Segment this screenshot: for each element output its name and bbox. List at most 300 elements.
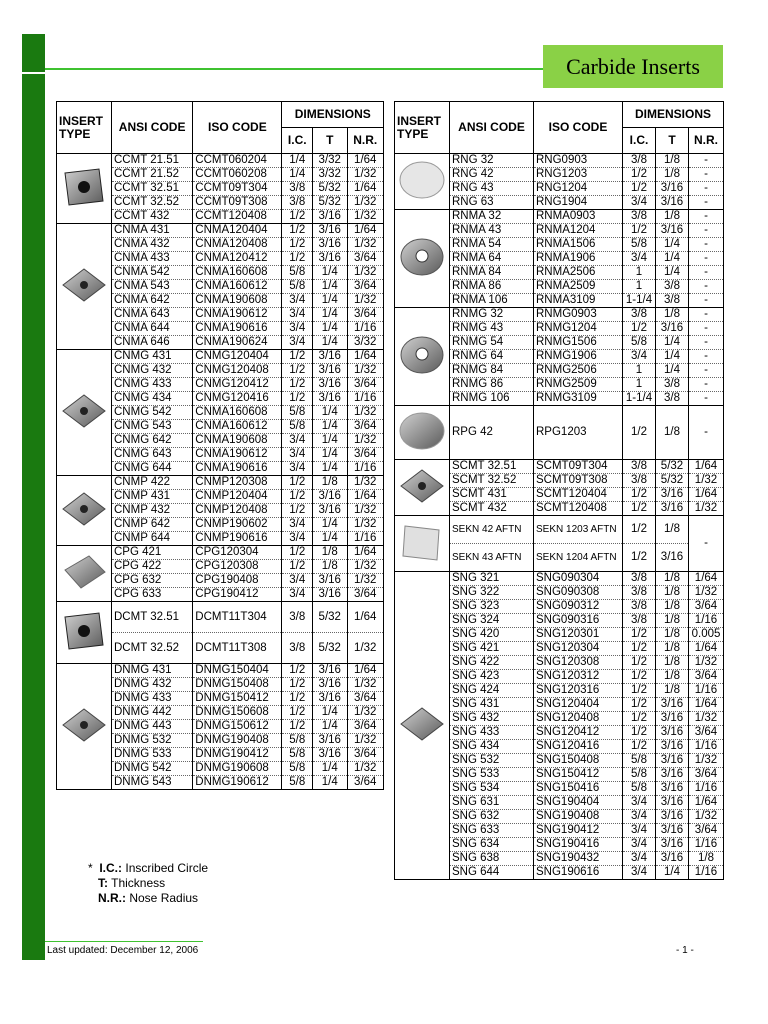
ic-cell: 3/8 [623, 474, 656, 488]
t-cell: 5/32 [656, 474, 689, 488]
nr-cell: 1/64 [689, 796, 724, 810]
ic-cell: 1 [623, 364, 656, 378]
ic-cell: 1/2 [623, 740, 656, 754]
legend [88, 861, 208, 906]
ic-cell: 3/4 [623, 196, 656, 210]
t-cell: 5/32 [313, 196, 348, 210]
ansi-code-cell: CNMG 643 [112, 448, 193, 462]
t-cell: 3/16 [313, 378, 348, 392]
ic-cell: 3/4 [623, 838, 656, 852]
ic-cell: 3/4 [623, 810, 656, 824]
iso-code-cell: CPG190412 [193, 588, 282, 602]
ic-cell: 5/8 [623, 754, 656, 768]
ic-cell: 1/2 [282, 692, 313, 706]
iso-code-cell: DNMG190608 [193, 762, 282, 776]
ansi-code-cell: CNMA 642 [112, 294, 193, 308]
t-cell: 3/16 [313, 692, 348, 706]
ansi-code-cell: SNG 638 [450, 852, 534, 866]
ansi-code-cell: SNG 424 [450, 684, 534, 698]
scmt-insert-image [395, 460, 450, 516]
iso-code-cell: CCMT060204 [193, 154, 282, 168]
ic-cell: 5/8 [282, 734, 313, 748]
t-cell: 1/4 [313, 462, 348, 476]
nr-cell: 3/64 [689, 726, 724, 740]
t-cell: 1/4 [313, 308, 348, 322]
ic-cell: 1/2 [623, 544, 656, 572]
nr-cell: 1/32 [689, 474, 724, 488]
t-cell: 1/4 [656, 238, 689, 252]
t-cell: 3/16 [313, 252, 348, 266]
iso-code-cell: SEKN 1204 AFTN [534, 544, 623, 572]
nr-cell: 1/64 [347, 546, 384, 560]
iso-code-cell: DNMG150404 [193, 664, 282, 678]
nr-cell: 3/64 [347, 420, 384, 434]
ic-cell: 5/8 [623, 336, 656, 350]
t-cell: 1/8 [656, 670, 689, 684]
t-cell: 3/8 [656, 294, 689, 308]
t-cell: 1/4 [313, 406, 348, 420]
ic-cell: 1/2 [282, 546, 313, 560]
header-dimensions: DIMENSIONS [282, 102, 384, 128]
ansi-code-cell: SNG 433 [450, 726, 534, 740]
iso-code-cell: SNG090308 [534, 586, 623, 600]
iso-code-cell: RNMA2506 [534, 266, 623, 280]
ic-cell: 1/2 [623, 670, 656, 684]
iso-code-cell: CNMA160608 [193, 406, 282, 420]
table-row [57, 154, 384, 168]
t-cell: 1/4 [313, 532, 348, 546]
ansi-code-cell: SNG 434 [450, 740, 534, 754]
nr-cell: 3/64 [347, 588, 384, 602]
t-cell: 1/4 [656, 866, 689, 880]
ic-cell: 3/4 [282, 294, 313, 308]
ic-cell: 1/2 [282, 350, 313, 364]
ansi-code-cell: CNMG 432 [112, 364, 193, 378]
iso-code-cell: RNMG1506 [534, 336, 623, 350]
ic-cell: 1/2 [282, 210, 313, 224]
nr-cell: - [689, 196, 724, 210]
t-cell: 1/8 [656, 572, 689, 586]
nr-cell: 3/64 [347, 720, 384, 734]
ansi-code-cell: RNMG 43 [450, 322, 534, 336]
ansi-code-cell: RNG 63 [450, 196, 534, 210]
ansi-code-cell: CCMT 21.52 [112, 168, 193, 182]
ansi-code-cell: SNG 534 [450, 782, 534, 796]
table-row [395, 572, 724, 586]
t-cell: 1/4 [313, 448, 348, 462]
ansi-code-cell: RNMG 54 [450, 336, 534, 350]
nr-cell: 3/64 [347, 748, 384, 762]
ic-cell: 3/4 [282, 448, 313, 462]
ic-cell: 1 [623, 280, 656, 294]
t-cell: 3/16 [313, 364, 348, 378]
nr-cell: 1/32 [689, 810, 724, 824]
iso-code-cell: CNMG120408 [193, 364, 282, 378]
t-cell: 3/16 [656, 796, 689, 810]
ic-cell: 1/2 [282, 252, 313, 266]
t-cell: 3/16 [656, 502, 689, 516]
ic-cell: 1/2 [623, 698, 656, 712]
ansi-code-cell: CNMP 432 [112, 504, 193, 518]
ansi-code-cell: RNMG 64 [450, 350, 534, 364]
iso-code-cell: RNMA0903 [534, 210, 623, 224]
iso-code-cell: CNMA160612 [193, 280, 282, 294]
t-cell: 3/16 [656, 224, 689, 238]
t-cell: 1/4 [313, 518, 348, 532]
t-cell: 5/32 [313, 633, 348, 664]
iso-code-cell: RNMA1506 [534, 238, 623, 252]
legend-ic-term: I.C.: [99, 861, 123, 875]
t-cell: 3/8 [656, 378, 689, 392]
t-cell: 1/8 [313, 560, 348, 574]
t-cell: 1/4 [313, 280, 348, 294]
t-cell: 1/8 [656, 516, 689, 544]
table-row [57, 350, 384, 364]
rpg-insert-image [395, 406, 450, 460]
t-cell: 1/4 [313, 762, 348, 776]
iso-code-cell: SNG150416 [534, 782, 623, 796]
iso-code-cell: CNMP120308 [193, 476, 282, 490]
ansi-code-cell: CNMA 543 [112, 280, 193, 294]
ansi-code-cell: SNG 321 [450, 572, 534, 586]
nr-cell: 1/64 [689, 488, 724, 502]
nr-cell: 1/32 [347, 762, 384, 776]
iso-code-cell: SNG090304 [534, 572, 623, 586]
nr-cell: 1/32 [347, 678, 384, 692]
ansi-code-cell: SNG 633 [450, 824, 534, 838]
nr-cell: 3/64 [347, 280, 384, 294]
t-cell: 3/16 [656, 824, 689, 838]
ansi-code-cell: SEKN 42 AFTN [450, 516, 534, 544]
iso-code-cell: CNMG120412 [193, 378, 282, 392]
iso-code-cell: SNG120316 [534, 684, 623, 698]
t-cell: 3/16 [656, 196, 689, 210]
nr-cell: 1/16 [347, 322, 384, 336]
iso-code-cell: RNG1904 [534, 196, 623, 210]
t-cell: 3/16 [313, 678, 348, 692]
ansi-code-cell: SNG 423 [450, 670, 534, 684]
iso-code-cell: DNMG190612 [193, 776, 282, 790]
t-cell: 1/4 [656, 266, 689, 280]
ansi-code-cell: CCMT 432 [112, 210, 193, 224]
inserts-table-right [394, 101, 724, 880]
cnma-insert-image [57, 224, 112, 350]
iso-code-cell: SCMT120404 [534, 488, 623, 502]
ic-cell: 3/4 [623, 866, 656, 880]
nr-cell: 1/32 [347, 210, 384, 224]
iso-code-cell: RNMG1204 [534, 322, 623, 336]
footer-rule [45, 941, 203, 942]
ansi-code-cell: CNMG 543 [112, 420, 193, 434]
iso-code-cell: RNMG3109 [534, 392, 623, 406]
nr-cell: - [689, 336, 724, 350]
nr-cell: - [689, 392, 724, 406]
ic-cell: 1-1/4 [623, 294, 656, 308]
t-cell: 3/16 [656, 838, 689, 852]
nr-cell: 1/32 [347, 518, 384, 532]
iso-code-cell: CNMA190612 [193, 448, 282, 462]
ic-cell: 5/8 [282, 406, 313, 420]
ansi-code-cell: SCMT 32.51 [450, 460, 534, 474]
ic-cell: 3/8 [623, 586, 656, 600]
nr-cell: - [689, 294, 724, 308]
side-bar-notch [22, 72, 45, 74]
nr-cell: 1/32 [347, 633, 384, 664]
t-cell: 3/16 [313, 574, 348, 588]
nr-cell: 1/32 [347, 266, 384, 280]
nr-cell: 1/32 [689, 712, 724, 726]
nr-cell: 1/32 [347, 504, 384, 518]
t-cell: 3/16 [313, 238, 348, 252]
ic-cell: 3/8 [282, 196, 313, 210]
ansi-code-cell: SNG 422 [450, 656, 534, 670]
legend-nr-def: Nose Radius [129, 891, 199, 905]
nr-cell: 1/16 [689, 782, 724, 796]
nr-cell: - [689, 266, 724, 280]
ic-cell: 5/8 [282, 266, 313, 280]
nr-cell: 1/64 [347, 182, 384, 196]
t-cell: 3/16 [656, 754, 689, 768]
iso-code-cell: CNMA120404 [193, 224, 282, 238]
nr-cell: 1/32 [347, 294, 384, 308]
ic-cell: 3/8 [623, 210, 656, 224]
iso-code-cell: SNG120312 [534, 670, 623, 684]
inserts-table-left [56, 101, 384, 790]
iso-code-cell: CNMA190616 [193, 322, 282, 336]
ansi-code-cell: SNG 432 [450, 712, 534, 726]
iso-code-cell: CNMA190624 [193, 336, 282, 350]
ansi-code-cell: CPG 632 [112, 574, 193, 588]
ic-cell: 3/4 [623, 824, 656, 838]
t-cell: 3/16 [313, 210, 348, 224]
iso-code-cell: RNG0903 [534, 154, 623, 168]
t-cell: 3/16 [656, 852, 689, 866]
nr-cell: 1/64 [347, 602, 384, 633]
iso-code-cell: CNMA160612 [193, 420, 282, 434]
table-row [395, 308, 724, 322]
ic-cell: 1/2 [623, 656, 656, 670]
nr-cell: - [689, 516, 724, 572]
t-cell: 3/32 [313, 168, 348, 182]
ic-cell: 5/8 [623, 782, 656, 796]
iso-code-cell: SNG190616 [534, 866, 623, 880]
ic-cell: 1/2 [623, 322, 656, 336]
ansi-code-cell: CNMA 431 [112, 224, 193, 238]
ic-cell: 3/4 [623, 350, 656, 364]
nr-cell: - [689, 224, 724, 238]
ic-cell: 3/4 [282, 518, 313, 532]
header-iso-code: ISO CODE [534, 102, 623, 154]
iso-code-cell: RNMG0903 [534, 308, 623, 322]
iso-code-cell: SNG120412 [534, 726, 623, 740]
ic-cell: 1/2 [623, 642, 656, 656]
ansi-code-cell: DNMG 432 [112, 678, 193, 692]
ansi-code-cell: CNMG 644 [112, 462, 193, 476]
ansi-code-cell: DNMG 543 [112, 776, 193, 790]
ansi-code-cell: CCMT 21.51 [112, 154, 193, 168]
iso-code-cell: SCMT120408 [534, 502, 623, 516]
iso-code-cell: SNG190408 [534, 810, 623, 824]
ansi-code-cell: CCMT 32.52 [112, 196, 193, 210]
nr-cell: 1/16 [689, 740, 724, 754]
ic-cell: 1/2 [282, 560, 313, 574]
ansi-code-cell: DNMG 433 [112, 692, 193, 706]
iso-code-cell: CNMA190608 [193, 434, 282, 448]
rnma-insert-image [395, 210, 450, 308]
ic-cell: 1/4 [282, 154, 313, 168]
header-ic: I.C. [623, 128, 656, 154]
ansi-code-cell: SCMT 432 [450, 502, 534, 516]
ic-cell: 5/8 [282, 420, 313, 434]
iso-code-cell: CNMP190602 [193, 518, 282, 532]
iso-code-cell: RNG1203 [534, 168, 623, 182]
nr-cell: - [689, 280, 724, 294]
ic-cell: 1/2 [623, 224, 656, 238]
ic-cell: 5/8 [282, 280, 313, 294]
ansi-code-cell: SNG 533 [450, 768, 534, 782]
iso-code-cell: DCMT11T308 [193, 633, 282, 664]
ansi-code-cell: SNG 431 [450, 698, 534, 712]
ansi-code-cell: CNMP 431 [112, 490, 193, 504]
nr-cell: 1/32 [689, 586, 724, 600]
last-updated: Last updated: December 12, 2006 [47, 945, 199, 956]
t-cell: 3/16 [313, 664, 348, 678]
ic-cell: 1/2 [282, 678, 313, 692]
t-cell: 3/16 [656, 810, 689, 824]
t-cell: 5/32 [313, 602, 348, 633]
table-row [395, 406, 724, 460]
ic-cell: 5/8 [282, 776, 313, 790]
ic-cell: 1/2 [282, 664, 313, 678]
ansi-code-cell: RNMA 43 [450, 224, 534, 238]
nr-cell: 3/64 [689, 670, 724, 684]
ic-cell: 1/2 [623, 182, 656, 196]
t-cell: 1/4 [313, 776, 348, 790]
dnmg-insert-image [57, 664, 112, 790]
iso-code-cell: CNMA190608 [193, 294, 282, 308]
nr-cell: 1/64 [689, 460, 724, 474]
iso-code-cell: CNMG120404 [193, 350, 282, 364]
ansi-code-cell: CNMG 542 [112, 406, 193, 420]
nr-cell: 0.005 [689, 628, 724, 642]
ic-cell: 1/2 [623, 628, 656, 642]
ansi-code-cell: CNMP 642 [112, 518, 193, 532]
page-number: - 1 - [676, 945, 694, 956]
t-cell: 1/8 [313, 546, 348, 560]
header-insert-type: INSERT TYPE [395, 102, 450, 154]
iso-code-cell: RNMG2509 [534, 378, 623, 392]
ic-cell: 1/2 [623, 168, 656, 182]
ansi-code-cell: RNG 32 [450, 154, 534, 168]
header-dimensions: DIMENSIONS [623, 102, 724, 128]
t-cell: 1/8 [656, 586, 689, 600]
nr-cell: 3/64 [347, 252, 384, 266]
iso-code-cell: SNG190416 [534, 838, 623, 852]
t-cell: 1/4 [313, 434, 348, 448]
ansi-code-cell: RNMG 86 [450, 378, 534, 392]
ic-cell: 5/8 [282, 748, 313, 762]
nr-cell: 3/64 [347, 448, 384, 462]
ansi-code-cell: RNMA 86 [450, 280, 534, 294]
iso-code-cell: SNG120408 [534, 712, 623, 726]
nr-cell: 1/32 [347, 364, 384, 378]
nr-cell: - [689, 364, 724, 378]
side-accent-bar [22, 34, 45, 960]
rng-insert-image [395, 154, 450, 210]
header-rule [45, 68, 545, 70]
nr-cell: - [689, 322, 724, 336]
cnmp-insert-image [57, 476, 112, 546]
ansi-code-cell: RNMA 64 [450, 252, 534, 266]
nr-cell: 1/64 [347, 490, 384, 504]
nr-cell: 1/64 [347, 350, 384, 364]
iso-code-cell: SCMT09T304 [534, 460, 623, 474]
t-cell: 3/16 [313, 350, 348, 364]
ic-cell: 5/8 [282, 762, 313, 776]
ic-cell: 3/4 [623, 252, 656, 266]
nr-cell: 1/64 [689, 642, 724, 656]
iso-code-cell: DNMG190408 [193, 734, 282, 748]
t-cell: 1/8 [656, 614, 689, 628]
nr-cell: 1/16 [689, 866, 724, 880]
ansi-code-cell: SNG 632 [450, 810, 534, 824]
ic-cell: 3/4 [623, 852, 656, 866]
t-cell: 1/8 [656, 406, 689, 460]
ansi-code-cell: RNG 43 [450, 182, 534, 196]
ic-cell: 3/4 [282, 588, 313, 602]
nr-cell: 1/32 [347, 560, 384, 574]
iso-code-cell: SEKN 1203 AFTN [534, 516, 623, 544]
t-cell: 3/16 [313, 392, 348, 406]
ic-cell: 3/4 [282, 462, 313, 476]
nr-cell: - [689, 182, 724, 196]
ansi-code-cell: SNG 420 [450, 628, 534, 642]
nr-cell: 1/64 [347, 154, 384, 168]
ansi-code-cell: CPG 421 [112, 546, 193, 560]
table-row [57, 602, 384, 633]
header-t: T [313, 128, 348, 154]
ansi-code-cell: SCMT 431 [450, 488, 534, 502]
ansi-code-cell: CNMG 431 [112, 350, 193, 364]
iso-code-cell: SNG090316 [534, 614, 623, 628]
nr-cell: 3/64 [347, 378, 384, 392]
dcmt-insert-image [57, 602, 112, 664]
ic-cell: 5/8 [623, 768, 656, 782]
t-cell: 1/8 [656, 210, 689, 224]
iso-code-cell: RNMA1906 [534, 252, 623, 266]
t-cell: 1/8 [656, 154, 689, 168]
nr-cell: 3/64 [689, 824, 724, 838]
iso-code-cell: SNG120308 [534, 656, 623, 670]
iso-code-cell: SNG150408 [534, 754, 623, 768]
ansi-code-cell: SNG 322 [450, 586, 534, 600]
t-cell: 1/8 [656, 600, 689, 614]
ic-cell: 3/4 [282, 308, 313, 322]
t-cell: 3/16 [313, 734, 348, 748]
nr-cell: 1/16 [689, 614, 724, 628]
legend-nr-term: N.R.: [98, 891, 126, 905]
ansi-code-cell: SNG 323 [450, 600, 534, 614]
sng-insert-image [395, 572, 450, 880]
nr-cell: 1/32 [347, 734, 384, 748]
ic-cell: 1/2 [623, 684, 656, 698]
table-row [395, 516, 724, 544]
nr-cell: 3/64 [689, 600, 724, 614]
iso-code-cell: CPG120308 [193, 560, 282, 574]
ic-cell: 1/2 [282, 504, 313, 518]
t-cell: 1/8 [656, 642, 689, 656]
nr-cell: 1/8 [689, 852, 724, 866]
